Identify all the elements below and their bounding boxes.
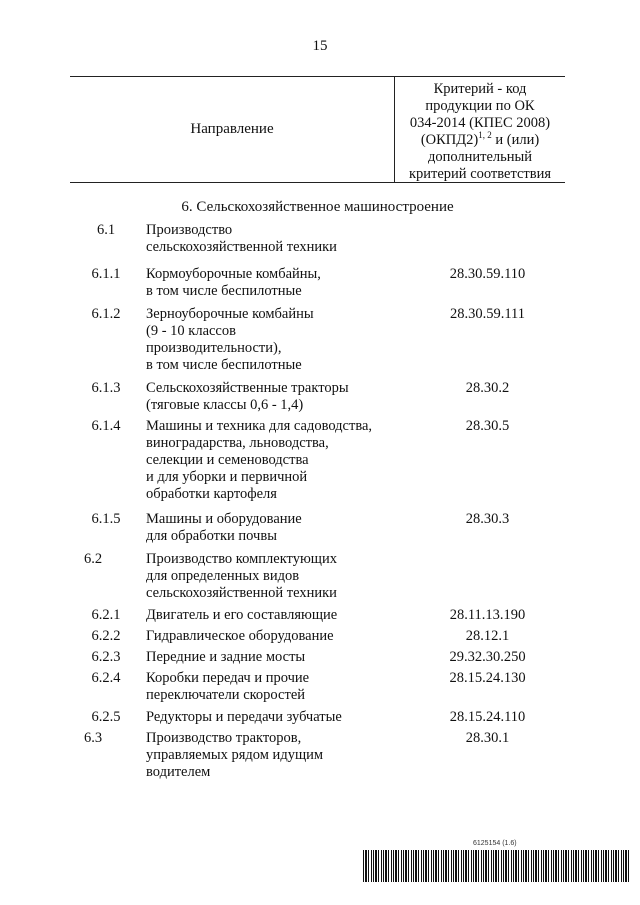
row-number: 6.3 [84, 730, 103, 746]
row-code: 28.30.2 [465, 380, 510, 396]
row-number: 6.2.5 [91, 709, 121, 725]
table-row [0, 628, 640, 649]
row-name-line: Редукторы и передачи зубчатые [146, 709, 342, 725]
row-name-line: обработки картофеля [146, 486, 277, 502]
row-name-line: управляемых рядом идущим [146, 747, 324, 763]
row-number: 6.1.3 [91, 380, 121, 396]
table-row [0, 709, 640, 730]
row-number: 6.1.5 [91, 511, 121, 527]
barcode-image [363, 850, 631, 882]
row-name [146, 730, 406, 781]
row-name-line: производительности), [146, 340, 282, 356]
row-name-line: виноградарства, льноводства, [146, 435, 329, 451]
criterion-footnote: 1, 2 [478, 130, 492, 141]
row-name [146, 628, 406, 645]
criterion-and-or: и (или) [491, 132, 540, 148]
direction-header: Направление [190, 121, 274, 137]
criterion-line: дополнительный [427, 149, 533, 165]
table-row [0, 607, 640, 628]
row-name [146, 511, 406, 545]
row-name-line: переключатели скоростей [146, 687, 306, 703]
row-name-line: Производство тракторов, [146, 730, 302, 746]
page-number: 15 [312, 38, 328, 54]
row-number: 6.1.1 [91, 266, 121, 282]
criterion-line: 034-2014 (КПЕС 2008) [409, 115, 551, 131]
row-code: 28.15.24.110 [449, 709, 526, 725]
table-header [70, 76, 565, 183]
table-row [0, 418, 640, 511]
row-name [146, 222, 406, 256]
row-name-line: (тяговые классы 0,6 - 1,4) [146, 397, 304, 413]
table-row [0, 380, 640, 418]
row-name-line: Машины и техника для садоводства, [146, 418, 373, 434]
table-row [0, 649, 640, 670]
criterion-header [394, 77, 565, 182]
criterion-line: продукции по ОК [425, 98, 535, 114]
row-code: 28.30.59.110 [449, 266, 526, 282]
row-number: 6.2.2 [91, 628, 121, 644]
row-code: 28.30.1 [465, 730, 510, 746]
row-name-line: водителем [146, 764, 211, 780]
row-name [146, 607, 406, 624]
table-row [0, 551, 640, 607]
row-name-line: Двигатель и его составляющие [146, 607, 338, 623]
section-title: 6. Сельскохозяйственное машиностроение [181, 199, 454, 215]
row-name-line: сельскохозяйственной техники [146, 239, 337, 255]
row-number: 6.1.2 [91, 306, 121, 322]
barcode-block [363, 840, 631, 882]
row-code: 28.11.13.190 [449, 607, 526, 623]
row-number: 6.2.3 [91, 649, 121, 665]
row-name-line: Производство комплектующих [146, 551, 337, 567]
criterion-line: критерий соответствия [408, 166, 552, 182]
row-name-line: сельскохозяйственной техники [146, 585, 337, 601]
row-name-line: в том числе беспилотные [146, 283, 302, 299]
row-code: 28.15.24.130 [449, 670, 526, 686]
table-row [0, 266, 640, 306]
row-name [146, 649, 406, 666]
row-number: 6.2.1 [91, 607, 121, 623]
criterion-line: Критерий - код [433, 81, 527, 97]
row-name-line: в том числе беспилотные [146, 357, 302, 373]
row-name-line: для обработки почвы [146, 528, 277, 544]
row-name-line: Коробки передач и прочие [146, 670, 310, 686]
criterion-line-okpd [395, 132, 565, 149]
criterion-okpd-text: (ОКПД2) [420, 132, 479, 148]
row-code: 28.30.5 [465, 418, 510, 434]
row-name [146, 709, 406, 726]
row-number: 6.2 [84, 551, 103, 567]
row-name-line: Машины и оборудование [146, 511, 302, 527]
table-row [0, 511, 640, 551]
row-number: 6.1 [96, 222, 116, 238]
row-name-line: Гидравлическое оборудование [146, 628, 334, 644]
row-name-line: Кормоуборочные комбайны, [146, 266, 321, 282]
table-row [0, 730, 640, 790]
barcode-text: 6125154 (1.6) [473, 840, 517, 847]
row-name-line: Зерноуборочные комбайны [146, 306, 314, 322]
row-name [146, 551, 406, 602]
table-row [0, 306, 640, 380]
row-name-line: Передние и задние мосты [146, 649, 306, 665]
row-code: 29.32.30.250 [449, 649, 526, 665]
row-name [146, 266, 406, 300]
row-name [146, 418, 406, 503]
table-row [0, 670, 640, 709]
row-name [146, 306, 406, 374]
row-name [146, 670, 406, 704]
row-number: 6.1.4 [91, 418, 121, 434]
row-name-line: (9 - 10 классов [146, 323, 236, 339]
row-name [146, 380, 406, 414]
row-code: 28.30.3 [465, 511, 510, 527]
row-code: 28.12.1 [465, 628, 510, 644]
row-name-line: для определенных видов [146, 568, 300, 584]
row-name-line: и для уборки и первичной [146, 469, 308, 485]
row-name-line: Сельскохозяйственные тракторы [146, 380, 349, 396]
row-name-line: селекции и семеноводства [146, 452, 309, 468]
table-row [0, 222, 640, 266]
row-number: 6.2.4 [91, 670, 121, 686]
row-name-line: Производство [146, 222, 233, 238]
row-code: 28.30.59.111 [449, 306, 526, 322]
